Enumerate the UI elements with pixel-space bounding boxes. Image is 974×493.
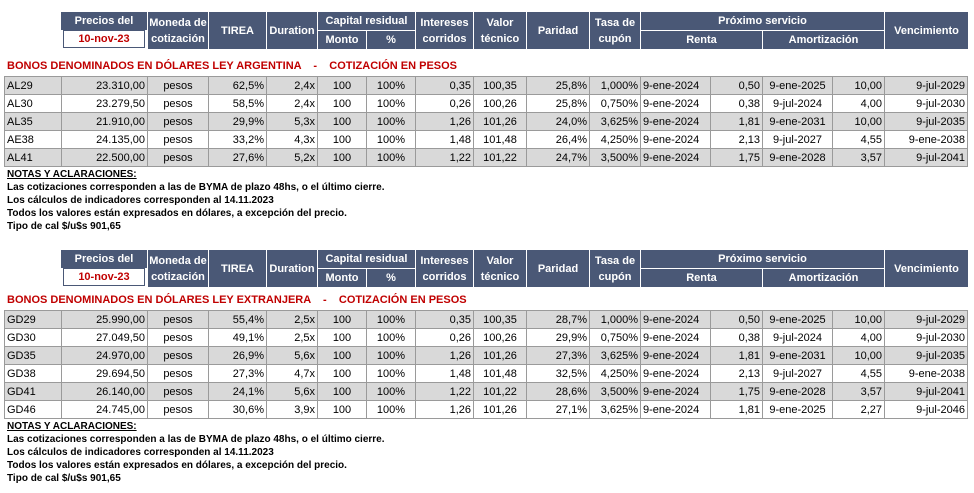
cell-price: 27.049,50 [62,329,148,347]
cell-duration: 2,5x [267,329,318,347]
cell-amortizacion-monto: 10,00 [833,77,885,95]
header-precios-del: Precios del [61,250,147,268]
cell-intereses: 0,26 [416,329,474,347]
cell-valor-tecnico: 101,22 [474,149,527,167]
header-paridad: Paridad [527,250,589,287]
cell-tasa-cupon: 0,750% [590,329,641,347]
cell-tasa-cupon: 4,250% [590,365,641,383]
cell-paridad: 26,4% [527,131,590,149]
cell-paridad: 25,8% [527,77,590,95]
cell-renta-fecha: 9-ene-2024 [641,149,711,167]
cell-valor-tecnico: 101,48 [474,131,527,149]
header-amortizacion: Amortización [763,31,884,49]
cell-intereses: 1,48 [416,365,474,383]
table-row [5,311,968,329]
cell-bond-ticker: GD30 [5,329,62,347]
cell-amortizacion-fecha: 9-ene-2025 [763,401,833,419]
cell-price: 23.310,00 [62,77,148,95]
cell-tirea: 30,6% [209,401,267,419]
cell-paridad: 27,3% [527,347,590,365]
cell-tirea: 27,3% [209,365,267,383]
cell-duration: 4,7x [267,365,318,383]
cell-duration: 2,4x [267,95,318,113]
bonds-block-ley-extranjera [4,250,968,484]
cell-pct: 100% [367,311,416,329]
cell-bond-ticker: AL35 [5,113,62,131]
cell-renta-fecha: 9-ene-2024 [641,131,711,149]
note-line: Tipo de cal $/u$s 901,65 [7,473,121,484]
cell-duration: 5,3x [267,113,318,131]
cell-monto: 100 [318,311,367,329]
cell-vencimiento: 9-jul-2030 [885,95,968,113]
header-moneda: Moneda de cotización [148,12,208,49]
cell-paridad: 24,7% [527,149,590,167]
cell-amortizacion-monto: 10,00 [833,347,885,365]
cell-tasa-cupon: 3,625% [590,401,641,419]
cell-renta-monto: 0,50 [711,311,763,329]
note-line: Todos los valores están expresados en dólares, a excepción del precio. [7,208,347,219]
header-pct: % [367,269,415,287]
table-row [5,401,968,419]
notes-title: NOTAS Y ACLARACIONES: [7,169,137,180]
table-header [4,12,968,49]
cell-bond-ticker: AL30 [5,95,62,113]
cell-currency: pesos [148,77,209,95]
cell-monto: 100 [318,347,367,365]
cell-monto: 100 [318,77,367,95]
cell-vencimiento: 9-jul-2029 [885,311,968,329]
cell-paridad: 25,8% [527,95,590,113]
cell-intereses: 1,26 [416,113,474,131]
cell-price: 24.745,00 [62,401,148,419]
cell-duration: 5,6x [267,347,318,365]
cell-tirea: 62,5% [209,77,267,95]
cell-price: 21.910,00 [62,113,148,131]
cell-vencimiento: 9-jul-2041 [885,383,968,401]
cell-vencimiento: 9-ene-2038 [885,131,968,149]
cell-tirea: 55,4% [209,311,267,329]
cell-amortizacion-fecha: 9-jul-2024 [763,329,833,347]
note-line: Los cálculos de indicadores corresponden al 14.11.2023 [7,195,274,206]
cell-monto: 100 [318,113,367,131]
cell-currency: pesos [148,401,209,419]
header-capital-residual: Capital residual [318,250,415,268]
cell-paridad: 32,5% [527,365,590,383]
table-row [5,77,968,95]
cell-tasa-cupon: 3,500% [590,383,641,401]
cell-price: 22.500,00 [62,149,148,167]
note-line: Tipo de cal $/u$s 901,65 [7,221,121,232]
header-intereses: Intereses corridos [416,12,473,49]
cell-currency: pesos [148,383,209,401]
cell-pct: 100% [367,113,416,131]
cell-monto: 100 [318,365,367,383]
cell-monto: 100 [318,401,367,419]
cell-amortizacion-monto: 3,57 [833,149,885,167]
bonds-block-ley-argentina [4,12,968,232]
cell-tirea: 27,6% [209,149,267,167]
cell-currency: pesos [148,149,209,167]
header-precios-del: Precios del [61,12,147,30]
cell-paridad: 24,0% [527,113,590,131]
table-row [5,113,968,131]
cell-tirea: 26,9% [209,347,267,365]
cell-amortizacion-fecha: 9-ene-2028 [763,383,833,401]
cell-tasa-cupon: 1,000% [590,77,641,95]
cell-tirea: 58,5% [209,95,267,113]
cell-vencimiento: 9-jul-2035 [885,113,968,131]
header-tasa: Tasa de cupón [590,250,640,287]
cell-pct: 100% [367,131,416,149]
cell-intereses: 1,22 [416,383,474,401]
header-fecha: 10-nov-23 [63,268,145,286]
cell-valor-tecnico: 101,26 [474,401,527,419]
cell-duration: 3,9x [267,401,318,419]
cell-valor-tecnico: 100,35 [474,311,527,329]
cell-amortizacion-monto: 10,00 [833,311,885,329]
notes [7,420,385,485]
header-amortizacion: Amortización [763,269,884,287]
cell-duration: 2,4x [267,77,318,95]
header-fecha: 10-nov-23 [63,30,145,48]
cell-renta-monto: 2,13 [711,131,763,149]
cell-amortizacion-monto: 10,00 [833,113,885,131]
header-valor: Valor técnico [474,250,526,287]
cell-tirea: 33,2% [209,131,267,149]
cell-duration: 2,5x [267,311,318,329]
bonds-table [4,310,968,419]
cell-amortizacion-fecha: 9-ene-2031 [763,347,833,365]
cell-intereses: 0,35 [416,77,474,95]
cell-renta-fecha: 9-ene-2024 [641,383,711,401]
note-line: Las cotizaciones corresponden a las de BYMA de plazo 48hs, o el último cierre. [7,182,385,193]
cell-renta-fecha: 9-ene-2024 [641,77,711,95]
cell-amortizacion-fecha: 9-jul-2027 [763,365,833,383]
header-tirea: TIREA [209,250,266,287]
cell-tasa-cupon: 3,625% [590,347,641,365]
cell-bond-ticker: AE38 [5,131,62,149]
cell-renta-monto: 0,38 [711,95,763,113]
cell-bond-ticker: AL41 [5,149,62,167]
cell-bond-ticker: GD41 [5,383,62,401]
cell-currency: pesos [148,131,209,149]
cell-bond-ticker: GD46 [5,401,62,419]
cell-renta-monto: 2,13 [711,365,763,383]
cell-renta-monto: 0,50 [711,77,763,95]
cell-vencimiento: 9-jul-2046 [885,401,968,419]
header-vencimiento: Vencimiento [885,250,968,287]
cell-renta-fecha: 9-ene-2024 [641,401,711,419]
cell-monto: 100 [318,131,367,149]
cell-tasa-cupon: 0,750% [590,95,641,113]
cell-renta-fecha: 9-ene-2024 [641,365,711,383]
cell-renta-monto: 1,81 [711,401,763,419]
cell-amortizacion-fecha: 9-ene-2025 [763,77,833,95]
note-line: Los cálculos de indicadores corresponden al 14.11.2023 [7,447,274,458]
cell-amortizacion-monto: 2,27 [833,401,885,419]
cell-tirea: 29,9% [209,113,267,131]
cell-amortizacion-fecha: 9-ene-2031 [763,113,833,131]
cell-amortizacion-monto: 3,57 [833,383,885,401]
cell-renta-monto: 1,75 [711,149,763,167]
header-valor: Valor técnico [474,12,526,49]
cell-paridad: 27,1% [527,401,590,419]
cell-valor-tecnico: 101,26 [474,113,527,131]
cell-vencimiento: 9-jul-2030 [885,329,968,347]
cell-vencimiento: 9-jul-2041 [885,149,968,167]
notes [7,168,385,233]
cell-bond-ticker: GD38 [5,365,62,383]
bonds-table [4,76,968,167]
section-title: BONOS DENOMINADOS EN DÓLARES LEY ARGENTINA - COTIZACIÓN EN PESOS [7,60,458,72]
cell-price: 23.279,50 [62,95,148,113]
cell-intereses: 0,35 [416,311,474,329]
cell-pct: 100% [367,329,416,347]
table-row [5,95,968,113]
cell-valor-tecnico: 100,26 [474,95,527,113]
cell-renta-fecha: 9-ene-2024 [641,311,711,329]
cell-renta-monto: 1,75 [711,383,763,401]
cell-intereses: 0,26 [416,95,474,113]
header-duration: Duration [267,250,317,287]
cell-price: 26.140,00 [62,383,148,401]
cell-paridad: 28,6% [527,383,590,401]
note-line: Las cotizaciones corresponden a las de BYMA de plazo 48hs, o el último cierre. [7,434,385,445]
notes-title: NOTAS Y ACLARACIONES: [7,421,137,432]
cell-price: 24.970,00 [62,347,148,365]
header-proximo-servicio: Próximo servicio [641,250,884,268]
cell-bond-ticker: GD35 [5,347,62,365]
cell-monto: 100 [318,383,367,401]
section-title: BONOS DENOMINADOS EN DÓLARES LEY EXTRANJERA - COTIZACIÓN EN PESOS [7,294,467,306]
cell-paridad: 29,9% [527,329,590,347]
cell-renta-monto: 1,81 [711,113,763,131]
cell-paridad: 28,7% [527,311,590,329]
cell-currency: pesos [148,95,209,113]
table-row [5,365,968,383]
cell-renta-fecha: 9-ene-2024 [641,329,711,347]
cell-renta-fecha: 9-ene-2024 [641,347,711,365]
cell-monto: 100 [318,329,367,347]
cell-renta-monto: 1,81 [711,347,763,365]
header-monto: Monto [318,269,366,287]
cell-pct: 100% [367,77,416,95]
cell-intereses: 1,22 [416,149,474,167]
cell-pct: 100% [367,365,416,383]
cell-vencimiento: 9-jul-2035 [885,347,968,365]
table-header [4,250,968,287]
cell-intereses: 1,26 [416,347,474,365]
cell-currency: pesos [148,311,209,329]
header-renta: Renta [641,31,762,49]
cell-currency: pesos [148,113,209,131]
cell-amortizacion-fecha: 9-ene-2028 [763,149,833,167]
cell-currency: pesos [148,347,209,365]
cell-currency: pesos [148,329,209,347]
table-row [5,131,968,149]
cell-valor-tecnico: 101,26 [474,347,527,365]
cell-tirea: 49,1% [209,329,267,347]
header-duration: Duration [267,12,317,49]
cell-intereses: 1,48 [416,131,474,149]
cell-bond-ticker: AL29 [5,77,62,95]
cell-currency: pesos [148,365,209,383]
header-capital-residual: Capital residual [318,12,415,30]
cell-pct: 100% [367,383,416,401]
cell-amortizacion-fecha: 9-jul-2027 [763,131,833,149]
cell-vencimiento: 9-jul-2029 [885,77,968,95]
cell-price: 25.990,00 [62,311,148,329]
cell-amortizacion-fecha: 9-ene-2025 [763,311,833,329]
cell-tasa-cupon: 3,625% [590,113,641,131]
cell-duration: 5,6x [267,383,318,401]
header-proximo-servicio: Próximo servicio [641,12,884,30]
cell-tasa-cupon: 4,250% [590,131,641,149]
cell-monto: 100 [318,149,367,167]
cell-amortizacion-fecha: 9-jul-2024 [763,95,833,113]
cell-pct: 100% [367,401,416,419]
cell-valor-tecnico: 100,35 [474,77,527,95]
cell-duration: 4,3x [267,131,318,149]
cell-renta-fecha: 9-ene-2024 [641,113,711,131]
header-intereses: Intereses corridos [416,250,473,287]
table-row [5,329,968,347]
cell-tasa-cupon: 3,500% [590,149,641,167]
cell-valor-tecnico: 101,48 [474,365,527,383]
table-row [5,383,968,401]
header-monto: Monto [318,31,366,49]
cell-amortizacion-monto: 4,55 [833,365,885,383]
header-renta: Renta [641,269,762,287]
cell-bond-ticker: GD29 [5,311,62,329]
table-row [5,347,968,365]
cell-renta-fecha: 9-ene-2024 [641,95,711,113]
cell-tasa-cupon: 1,000% [590,311,641,329]
cell-pct: 100% [367,95,416,113]
cell-duration: 5,2x [267,149,318,167]
header-moneda: Moneda de cotización [148,250,208,287]
cell-amortizacion-monto: 4,55 [833,131,885,149]
cell-price: 29.694,50 [62,365,148,383]
cell-price: 24.135,00 [62,131,148,149]
cell-monto: 100 [318,95,367,113]
cell-valor-tecnico: 101,22 [474,383,527,401]
cell-amortizacion-monto: 4,00 [833,329,885,347]
header-pct: % [367,31,415,49]
cell-pct: 100% [367,149,416,167]
cell-amortizacion-monto: 4,00 [833,95,885,113]
header-vencimiento: Vencimiento [885,12,968,49]
cell-intereses: 1,26 [416,401,474,419]
cell-vencimiento: 9-ene-2038 [885,365,968,383]
header-paridad: Paridad [527,12,589,49]
cell-tirea: 24,1% [209,383,267,401]
cell-renta-monto: 0,38 [711,329,763,347]
cell-valor-tecnico: 100,26 [474,329,527,347]
header-tirea: TIREA [209,12,266,49]
table-row [5,149,968,167]
note-line: Todos los valores están expresados en dólares, a excepción del precio. [7,460,347,471]
header-tasa: Tasa de cupón [590,12,640,49]
cell-pct: 100% [367,347,416,365]
